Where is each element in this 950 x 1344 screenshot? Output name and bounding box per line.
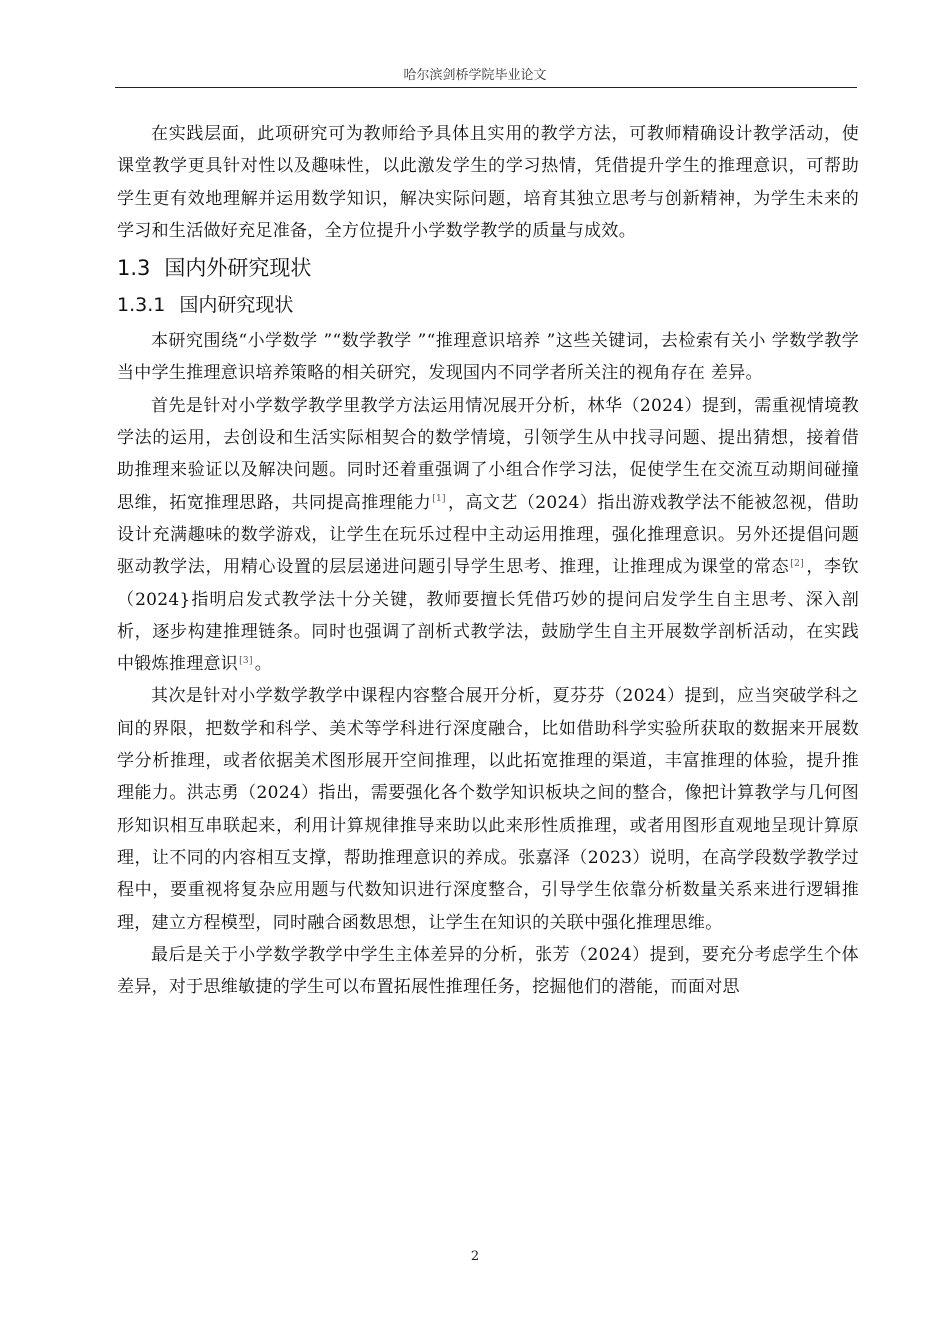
citation-2[interactable]: [2] [790,558,804,569]
paragraph-teaching-methods [117,390,859,681]
paragraph-keywords: 本研究围绕“小学数学 ”“数学教学 ”“推理意识培养 ”这些关键词，去检索有关小 学数学教学当中学生推理意识培养策略的相关研究，发现国内不同学者所关注的视角存在 差异。 [117,331,859,384]
paragraph-curriculum: 其次是针对小学数学教学中课程内容整合展开分析，夏芬芬（2024）提到，应当突破学科之间的界限，把数学和科学、美术等学科进行深度融合，比如借助科学实验所获取的数据来开展数学分析推理，或者依据美术图形展开空间推理，以此拓宽推理的渠道，丰富推理的体验，提升推理能力。洪志勇（2024）指出，需要强化各个数学知识板块之间的整合，像把计算教学与几何图形知识相互串联起来，利用计算规律推导来助以此来形性质推理，或者用图形直观地呈现计算原理，让不同的内容相互支撑，帮助推理意识的养成。张嘉泽（2023）说明，在高学段数学教学过程中，要重视将复杂应用题与代数知识进行深度整合，引导学生依靠分析数量关系来进行逻辑推理，建立方程模型，同时融合函数思想，让学生在知识的关联中强化推理思维。 [117,686,859,933]
running-header: 哈尔滨剑桥学院毕业论文 [403,68,547,83]
section-title: 国内外研究现状 [164,256,312,281]
page-body [117,118,859,1003]
subsection-title: 国内研究现状 [179,294,294,317]
paragraph-practice: 在实践层面，此项研究可为教师给予具体且实用的教学方法，可教师精确设计教学活动，使课堂教学更具针对性以及趣味性，以此激发学生的学习热情，凭借提升学生的推理意识，可帮助学生更有效地理解并运用数学知识，解决实际问题，培育其独立思考与创新精神，为学生未来的学习和生活做好充足准备，全方位提升小学数学教学的质量与成效。 [117,124,859,241]
citation-3[interactable]: [3] [239,655,253,666]
citation-1[interactable]: [1] [432,494,446,505]
page-number: 2 [470,1249,480,1264]
section-number: 1.3 [117,256,151,281]
paragraph-student-differences: 最后是关于小学数学教学中学生主体差异的分析，张芳（2024）提到，要充分考虑学生个体差异，对于思维敏捷的学生可以布置拓展性推理任务，挖掘他们的潜能，而面对思 [117,944,859,998]
subsection-number: 1.3.1 [117,294,166,317]
text-segment: 首先是针对小学数学教学里教学方法运用情况展开分析，林华（2024）提到，需重视情境教学法的运用，去创设和生活实际相契合的数学情境，引领学生从中找寻问题、提出猜想，接着借助推理来验证以及解决问题。同时还着重强调了小组合作学习法，促使学生在交流互动期间碰撞思维，拓宽推理思路，共同提高推理能力 [117,395,859,513]
text-segment: ，高文艺（2024）指出游戏教学法不能被忽视，借助设计充满趣味的数学游戏，让学生在玩乐过程中主动运用推理，强化推理意识。另外还提倡问题驱动教学法，用精心设置的层层递进问题引导学生思考、推理，让推理成为课堂的常态 [117,492,860,578]
subsection-heading [117,291,859,319]
text-segment: 。 [254,654,273,675]
section-heading [117,253,859,283]
text-segment: ，李钦（2024}指明启发式教学法十分关键，教师要擅长凭借巧妙的提问启发学生自主思考、深入剖析，逐步构建推理链条。同时也强调了剖析式教学法，鼓励学生自主开展数学剖析活动，在实践中锻炼推理意识 [117,557,859,675]
header-rule [115,87,857,88]
